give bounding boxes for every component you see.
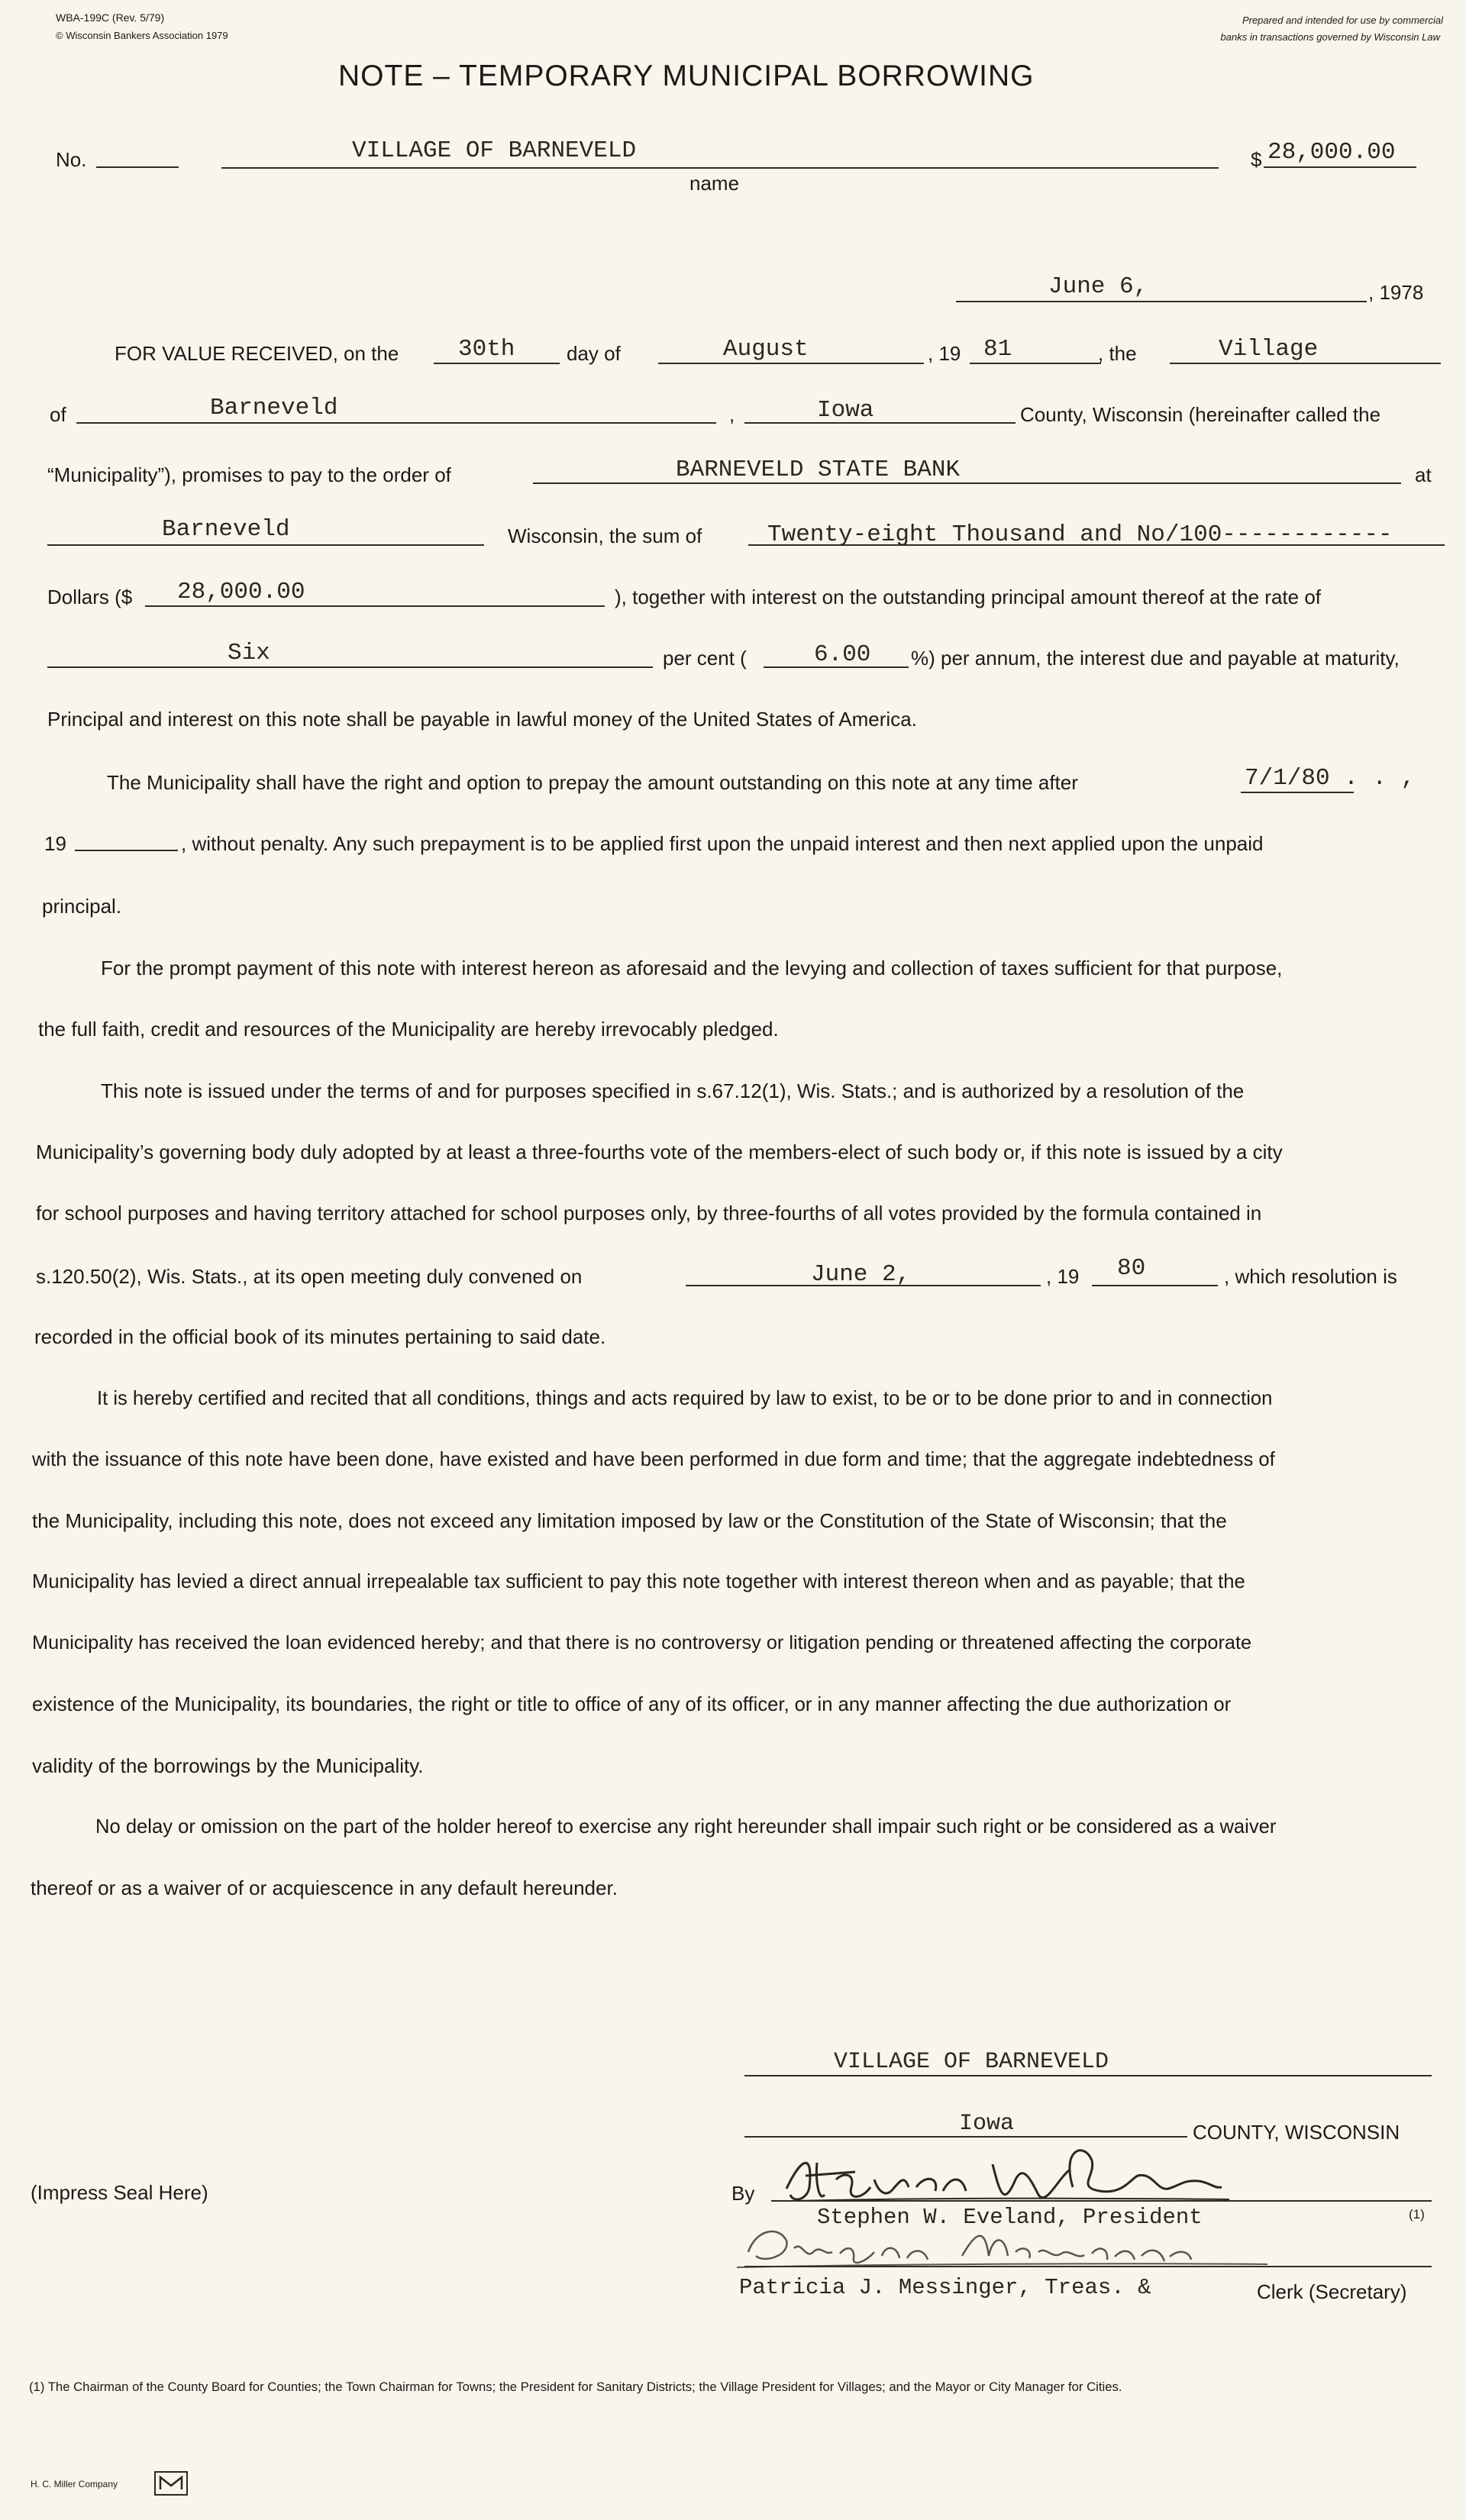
seal-label: (Impress Seal Here) <box>31 2181 208 2204</box>
l5-text-b: ), together with interest on the outstanding principal amount thereof at the rate of <box>615 586 1322 608</box>
l6-rate-value: 6.00 <box>814 641 871 668</box>
l1-year-value: 81 <box>983 336 1012 363</box>
l10-text: principal. <box>42 895 122 918</box>
l6-rate-words-value: Six <box>228 640 270 666</box>
municipality-name-value: VILLAGE OF BARNEVELD <box>352 137 637 164</box>
l1-text-c: , 19 <box>928 342 961 365</box>
p2-line-1: For the prompt payment of this note with interest hereon as aforesaid and the levying and collection of taxes sufficient for that purpose, <box>101 957 1283 979</box>
l3-payee-value: BARNEVELD STATE BANK <box>676 457 961 483</box>
l1-text-d: , the <box>1098 342 1137 365</box>
date-underline <box>956 301 1367 302</box>
l3-text-b: at <box>1415 463 1432 486</box>
l6-rate-underline <box>764 666 909 668</box>
l2-text-a: of <box>50 403 66 426</box>
p3-line-4-text-a: s.120.50(2), Wis. Stats., at its open meeting duly convened on <box>36 1265 583 1288</box>
printer-name: H. C. Miller Company <box>31 2479 118 2489</box>
l1-day-underline <box>434 363 560 364</box>
no-label: No. <box>56 148 87 171</box>
amount-value: 28,000.00 <box>1267 139 1396 166</box>
l6-text-a: per cent ( <box>663 647 747 670</box>
p3-line-4-text-b: , 19 <box>1046 1265 1080 1288</box>
amount-underline <box>1264 166 1416 168</box>
l1-type-value: Village <box>1219 336 1319 363</box>
p4-line-4: Municipality has levied a direct annual irrepealable tax sufficient to pay this note together with interest thereon when and as payable; that the <box>32 1571 1245 1592</box>
p3-date-underline <box>686 1285 1041 1286</box>
clerk-signature-underline <box>744 2266 1432 2267</box>
signer2-typed-name: Patricia J. Messinger, Treas. & <box>739 2275 1151 2300</box>
clerk-signature <box>733 2214 1283 2283</box>
l1-day-value: 30th <box>458 336 515 363</box>
l3-payee-underline <box>533 482 1401 484</box>
p4-line-6: existence of the Municipality, its boundaries, the right or title to office of any of its officer, or in any manner affecting the due authorization or <box>32 1694 1232 1715</box>
copyright-line: © Wisconsin Bankers Association 1979 <box>56 30 228 41</box>
l4-text-a: Wisconsin, the sum of <box>508 524 702 547</box>
p3-resolution-year-value: 80 <box>1117 1255 1146 1282</box>
clerk-label: Clerk (Secretary) <box>1257 2280 1407 2303</box>
form-code: WBA-199C (Rev. 5/79) <box>56 11 165 24</box>
l3-text-a: “Municipality”), promises to pay to the order of <box>47 463 451 486</box>
l1-month-underline <box>658 363 924 364</box>
l1-text-b: day of <box>567 342 621 365</box>
l2-name-value: Barneveld <box>210 395 338 421</box>
p3-line-1: This note is issued under the terms of and for purposes specified in s.67.12(1), Wis. Stats.; and is authorized by a resolution of the <box>101 1079 1245 1102</box>
p4-line-3: the Municipality, including this note, does not exceed any limitation imposed by law or the Constitution of the State of Wisconsin; that the <box>32 1509 1227 1532</box>
l2-name-underline <box>76 422 716 424</box>
l9-text-b: , without penalty. Any such prepayment is to be applied first upon the unpaid interest and then next applied upon the unpaid <box>181 832 1264 855</box>
l5-amount-value: 28,000.00 <box>177 579 305 605</box>
p3-line-4-text-c: , which resolution is <box>1224 1265 1397 1288</box>
p4-line-1: It is hereby certified and recited that all conditions, things and acts required by law to exist, to be or to be done prior to and in connection <box>97 1388 1273 1409</box>
l8-date-value: 7/1/80 . . , <box>1245 765 1416 792</box>
p3-year-underline <box>1092 1285 1218 1286</box>
sig-municipality-value: VILLAGE OF BARNEVELD <box>834 2049 1109 2075</box>
l2-county-value: Iowa <box>817 397 874 424</box>
document-title: NOTE – TEMPORARY MUNICIPAL BORROWING <box>338 60 1035 92</box>
l6-rate-words-underline <box>47 666 653 668</box>
l4-place-value: Barneveld <box>162 516 290 543</box>
l7-text: Principal and interest on this note shall be payable in lawful money of the United States of America. <box>47 708 917 731</box>
l2-county-underline <box>744 422 1016 424</box>
p3-resolution-date-value: June 2, <box>811 1261 911 1288</box>
l6-text-b: %) per annum, the interest due and payable at maturity, <box>911 647 1400 670</box>
no-underline <box>96 166 179 168</box>
by-label: By <box>731 2182 755 2205</box>
l4-sum-words-value: Twenty-eight Thousand and No/100------------ <box>767 521 1393 548</box>
prepared-line-1: Prepared and intended for use by commercial <box>1242 15 1443 26</box>
date-value: June 6, <box>1048 273 1148 300</box>
sig-county-label: COUNTY, WISCONSIN <box>1193 2121 1400 2144</box>
signer1-typed-name: Stephen W. Eveland, President <box>817 2205 1203 2230</box>
by-signature-underline <box>771 2200 1432 2202</box>
sig-municipality-underline <box>744 2075 1432 2076</box>
p4-line-5: Municipality has received the loan evidenced hereby; and that there is no controversy or litigation pending or threatened affecting the corporate <box>32 1632 1252 1654</box>
l5-text-a: Dollars ($ <box>47 586 133 608</box>
date-year: , 1978 <box>1368 281 1424 304</box>
p4-line-7: validity of the borrowings by the Municipality. <box>32 1754 424 1777</box>
name-underline <box>221 167 1219 169</box>
p5-line-1: No delay or omission on the part of the holder hereof to exercise any right hereunder shall impair such right or be considered as a waiver <box>95 1816 1277 1838</box>
l4-sum-underline <box>748 544 1445 546</box>
l5-amount-underline <box>145 605 605 607</box>
l2-comma: , <box>729 403 735 426</box>
l4-place-underline <box>47 544 484 546</box>
l9-underline <box>75 850 178 851</box>
l8-text-a: The Municipality shall have the right and option to prepay the amount outstanding on this note at any time after <box>107 771 1078 794</box>
p3-line-2: Municipality’s governing body duly adopted by at least a three-fourths vote of the members-elect of such body or, if this note is issued by a city <box>36 1141 1283 1163</box>
l1-year-underline <box>970 363 1101 364</box>
l1-type-underline <box>1170 363 1441 364</box>
l9-text-a: 19 <box>44 832 66 855</box>
p3-line-3: for school purposes and having territory attached for school purposes only, by three-fourths of all votes provided by the formula contained in <box>36 1202 1262 1225</box>
l1-text-a: FOR VALUE RECEIVED, on the <box>115 342 399 365</box>
p4-line-2: with the issuance of this note have been done, have existed and have been performed in due form and time; that the aggregate indebtedness of <box>32 1449 1275 1470</box>
p3-line-5: recorded in the official book of its minutes pertaining to said date. <box>34 1325 606 1348</box>
p2-line-2: the full faith, credit and resources of the Municipality are hereby irrevocably pledged. <box>38 1018 779 1041</box>
signer1-footnote-mark: (1) <box>1409 2207 1425 2222</box>
prepared-line-2: banks in transactions governed by Wisconsin Law <box>1220 31 1440 43</box>
footnote-text: (1) The Chairman of the County Board for Counties; the Town Chairman for Towns; the President for Sanitary Districts; the Village President for Villages; and the Mayor or City Manager for Cities. <box>29 2380 1122 2394</box>
printer-logo-icon <box>153 2470 189 2496</box>
p5-line-2: thereof or as a waiver of or acquiescence in any default hereunder. <box>31 1876 618 1899</box>
sig-county-value: Iowa <box>959 2111 1015 2137</box>
dollar-sign: $ <box>1251 148 1262 171</box>
l8-date-underline <box>1241 792 1354 793</box>
l2-text-b: County, Wisconsin (hereinafter called the <box>1020 403 1381 426</box>
l1-month-value: August <box>723 336 809 363</box>
name-caption: name <box>689 172 740 195</box>
